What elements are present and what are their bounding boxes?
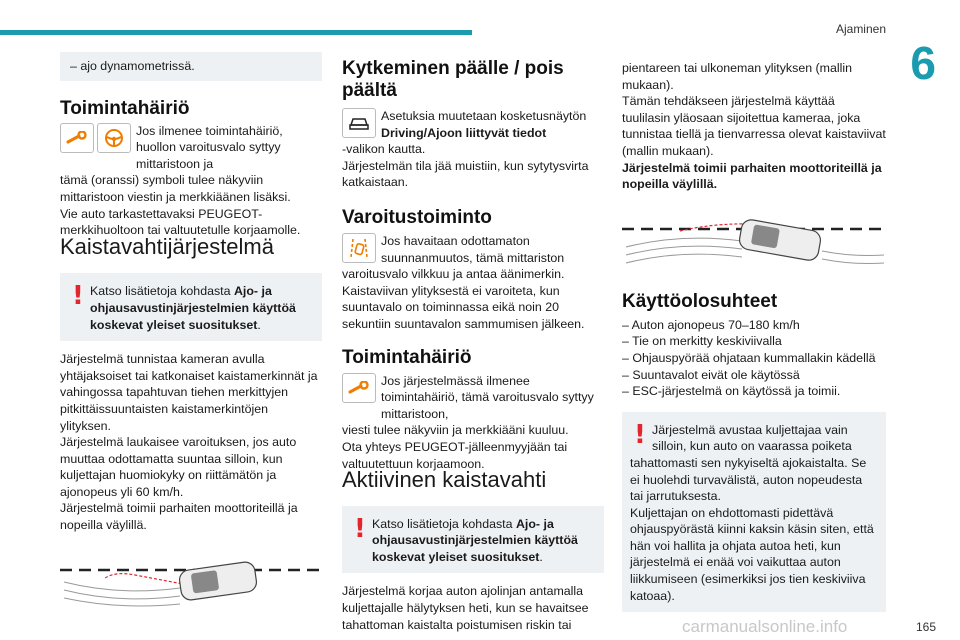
settings-text [379, 108, 604, 141]
heading-active-lane-assist: Aktiivinen kaistavahti [342, 467, 547, 493]
warnfn-icon-row [342, 233, 604, 266]
chapter-number: 6 [910, 37, 936, 89]
paragraph-2: Järjestelmä laukaisee varoituksen, jos auto muuttaa odottamatta suuntaa silloin, kun kuljettajan huomiokyky on riittämätön ja ajonopeus yli 60 km/h. [60, 435, 297, 499]
list-item: – Tie on merkitty keskiviivalla [622, 334, 782, 349]
warning-text-post: . [257, 317, 261, 332]
paragraph-best-text: Järjestelmä toimii parhaiten moottoriteillä ja nopeilla väylillä. [622, 160, 882, 192]
fault2-text-2: Ota yhteys PEUGEOT-jälleenmyyjään tai valtuutettuun korjaamoon. [342, 439, 568, 471]
watermark: carmanualsonline.info [682, 617, 848, 636]
warning-text-bold: Ajo- ja ohjausavustinjärjestelmien käyttöä koskevat yleiset suositukset [90, 284, 296, 332]
note-box [60, 52, 322, 81]
paragraph-1: Järjestelmä tunnistaa kameran avulla yhtäjaksoiset tai katkonaiset kaistamerkinnät ja vahingossa tapahtuvan tiehen merkittyjen pitkittäissuuntaisten kaistamerkintöjen ylityksen. [60, 352, 318, 433]
fault-text-rest: tämä (oranssi) symboli tulee näkyviin mittaristoon viestin ja merkkiäänen lisäksi. [60, 173, 291, 204]
wrench-icon [60, 123, 94, 153]
list-item: – ESC-järjestelmä on käytössä ja toimii. [622, 384, 841, 399]
warning3-text-first: Järjestelmä avustaa kuljettajaa vain silloin, kun auto on vaarassa poiketa [652, 422, 852, 454]
paragraph-best [622, 160, 886, 193]
warning-icon: ! [634, 419, 646, 450]
heading-fault-2: Toimintahäiriö [342, 346, 472, 368]
heading-fault: Toimintahäiriö [60, 97, 190, 119]
fault2-text-rest: viesti tulee näkyviin ja merkkiääni kuuluu. [342, 423, 569, 438]
active-lane-illustration [622, 211, 886, 275]
warning-text-bold: Ajo- ja ohjausavustinjärjestelmien käyttöä koskevat yleiset suositukset [372, 516, 578, 564]
warning-text-post: . [539, 549, 543, 564]
heading-on-off: Kytkeminen päälle / pois päältä [342, 58, 564, 101]
heading-lane-assist: Kaistavahtijärjestelmä [60, 233, 274, 259]
fault2-icon-row [342, 373, 604, 423]
fault-text-2: Vie auto tarkastettavaksi PEUGEOT-merkkihuoltoon tai valtuutetulle korjaamolle. [60, 206, 301, 238]
warning-box-2 [342, 506, 604, 574]
paragraph-camera: Tämän tehdäkseen järjestelmä käyttää tuulilasin yläosaan sijoitettua kameraa, joka tunnistaa tiellä ja tienvarressa olevat kaistaviivat (mallin mukaan). [622, 94, 886, 158]
car-settings-icon [342, 108, 376, 138]
steering-wheel-icon [97, 123, 131, 153]
header-accent-bar [0, 30, 472, 35]
column-1 [60, 52, 322, 612]
column-2 [342, 58, 604, 633]
lane-illustration [60, 548, 322, 612]
paragraph-active: Järjestelmä korjaa auton ajolinjan antamalla kuljettajalle hälytyksen heti, kun se havaitsee tahattoman kaistalta poistumisen riskin tai [342, 584, 589, 632]
wrench-icon [342, 373, 376, 403]
heading-warning-function: Varoitustoiminto [342, 206, 492, 228]
list-item: – Auton ajonopeus 70–180 km/h [622, 317, 800, 332]
settings-text-2: Järjestelmän tila jää muistiin, kun sytytysvirta katkaistaan. [342, 158, 589, 190]
list-item: – Ohjauspyörää ohjataan kummallakin kädellä [622, 350, 876, 365]
warning3-text-rest: tahattomasti sen nykyiseltä ajokaistalta. Se ei huolehdi turvavälistä, auton nopeudesta tai jarrutuksesta. [630, 455, 867, 504]
warning-box [60, 273, 322, 341]
note-item: – ajo dynamometrissä. [70, 59, 195, 73]
warnfn-text-rest: varoitusvalo vilkkuu ja antaa äänimerkin. [342, 267, 565, 282]
paragraph-3: Järjestelmä toimii parhaiten moottoriteillä ja nopeilla väylillä. [60, 501, 298, 533]
warning-icon: ! [72, 281, 84, 312]
settings-text-post: -valikon kautta. [342, 142, 426, 157]
fault-text-first: Jos ilmenee toimintahäiriö, huollon varoitusvalo syttyy mittaristoon ja [136, 123, 283, 171]
warning-icon: ! [354, 513, 366, 544]
lane-departure-icon [342, 233, 376, 263]
column-3 [622, 60, 886, 612]
settings-text-bold: Driving/Ajoon liittyvät tiedot [381, 125, 547, 140]
heading-conditions: Käyttöolosuhteet [622, 290, 778, 312]
warnfn-text-2: Kaistaviivan ylityksestä ei varoiteta, kun suuntavalo on toiminnassa eikä noin 20 sekuntiin suuntavalon sammumisen jälkeen. [342, 283, 585, 331]
warning-text-pre: Katso lisätietoja kohdasta [372, 516, 516, 531]
warning-text-pre: Katso lisätietoja kohdasta [90, 284, 234, 299]
fault2-text-first: Jos järjestelmässä ilmenee toimintahäiriö, tämä varoitusvalo syttyy mittaristoon, [381, 373, 594, 421]
warning3-text-2: Kuljettajan on ehdottomasti pidettävä ohjauspyörästä kiinni kaksin käsin siten, että hän voi hallita ja ohjata autoa heti, kun järjestelmä ei enää voi vaikuttaa auton liikkumiseen (esimerkiksi jos tien keskiviiva katoaa). [630, 505, 874, 603]
list-item: – Suuntavalot eivät ole käytössä [622, 367, 800, 382]
settings-icon-row [342, 108, 604, 141]
fault-icon-row [60, 123, 322, 173]
warning-box-3 [622, 412, 886, 613]
section-title: Ajaminen [835, 22, 886, 36]
conditions-list [622, 317, 886, 400]
warnfn-text-first: Jos havaitaan odottamaton suunnanmuutos, tämä mittariston [381, 233, 565, 265]
paragraph-continued: pientareen tai ulkoneman ylityksen (mallin mukaan). [622, 61, 853, 92]
page-number: 165 [915, 620, 936, 634]
settings-text-pre: Asetuksia muutetaan kosketusnäytön [381, 109, 587, 123]
